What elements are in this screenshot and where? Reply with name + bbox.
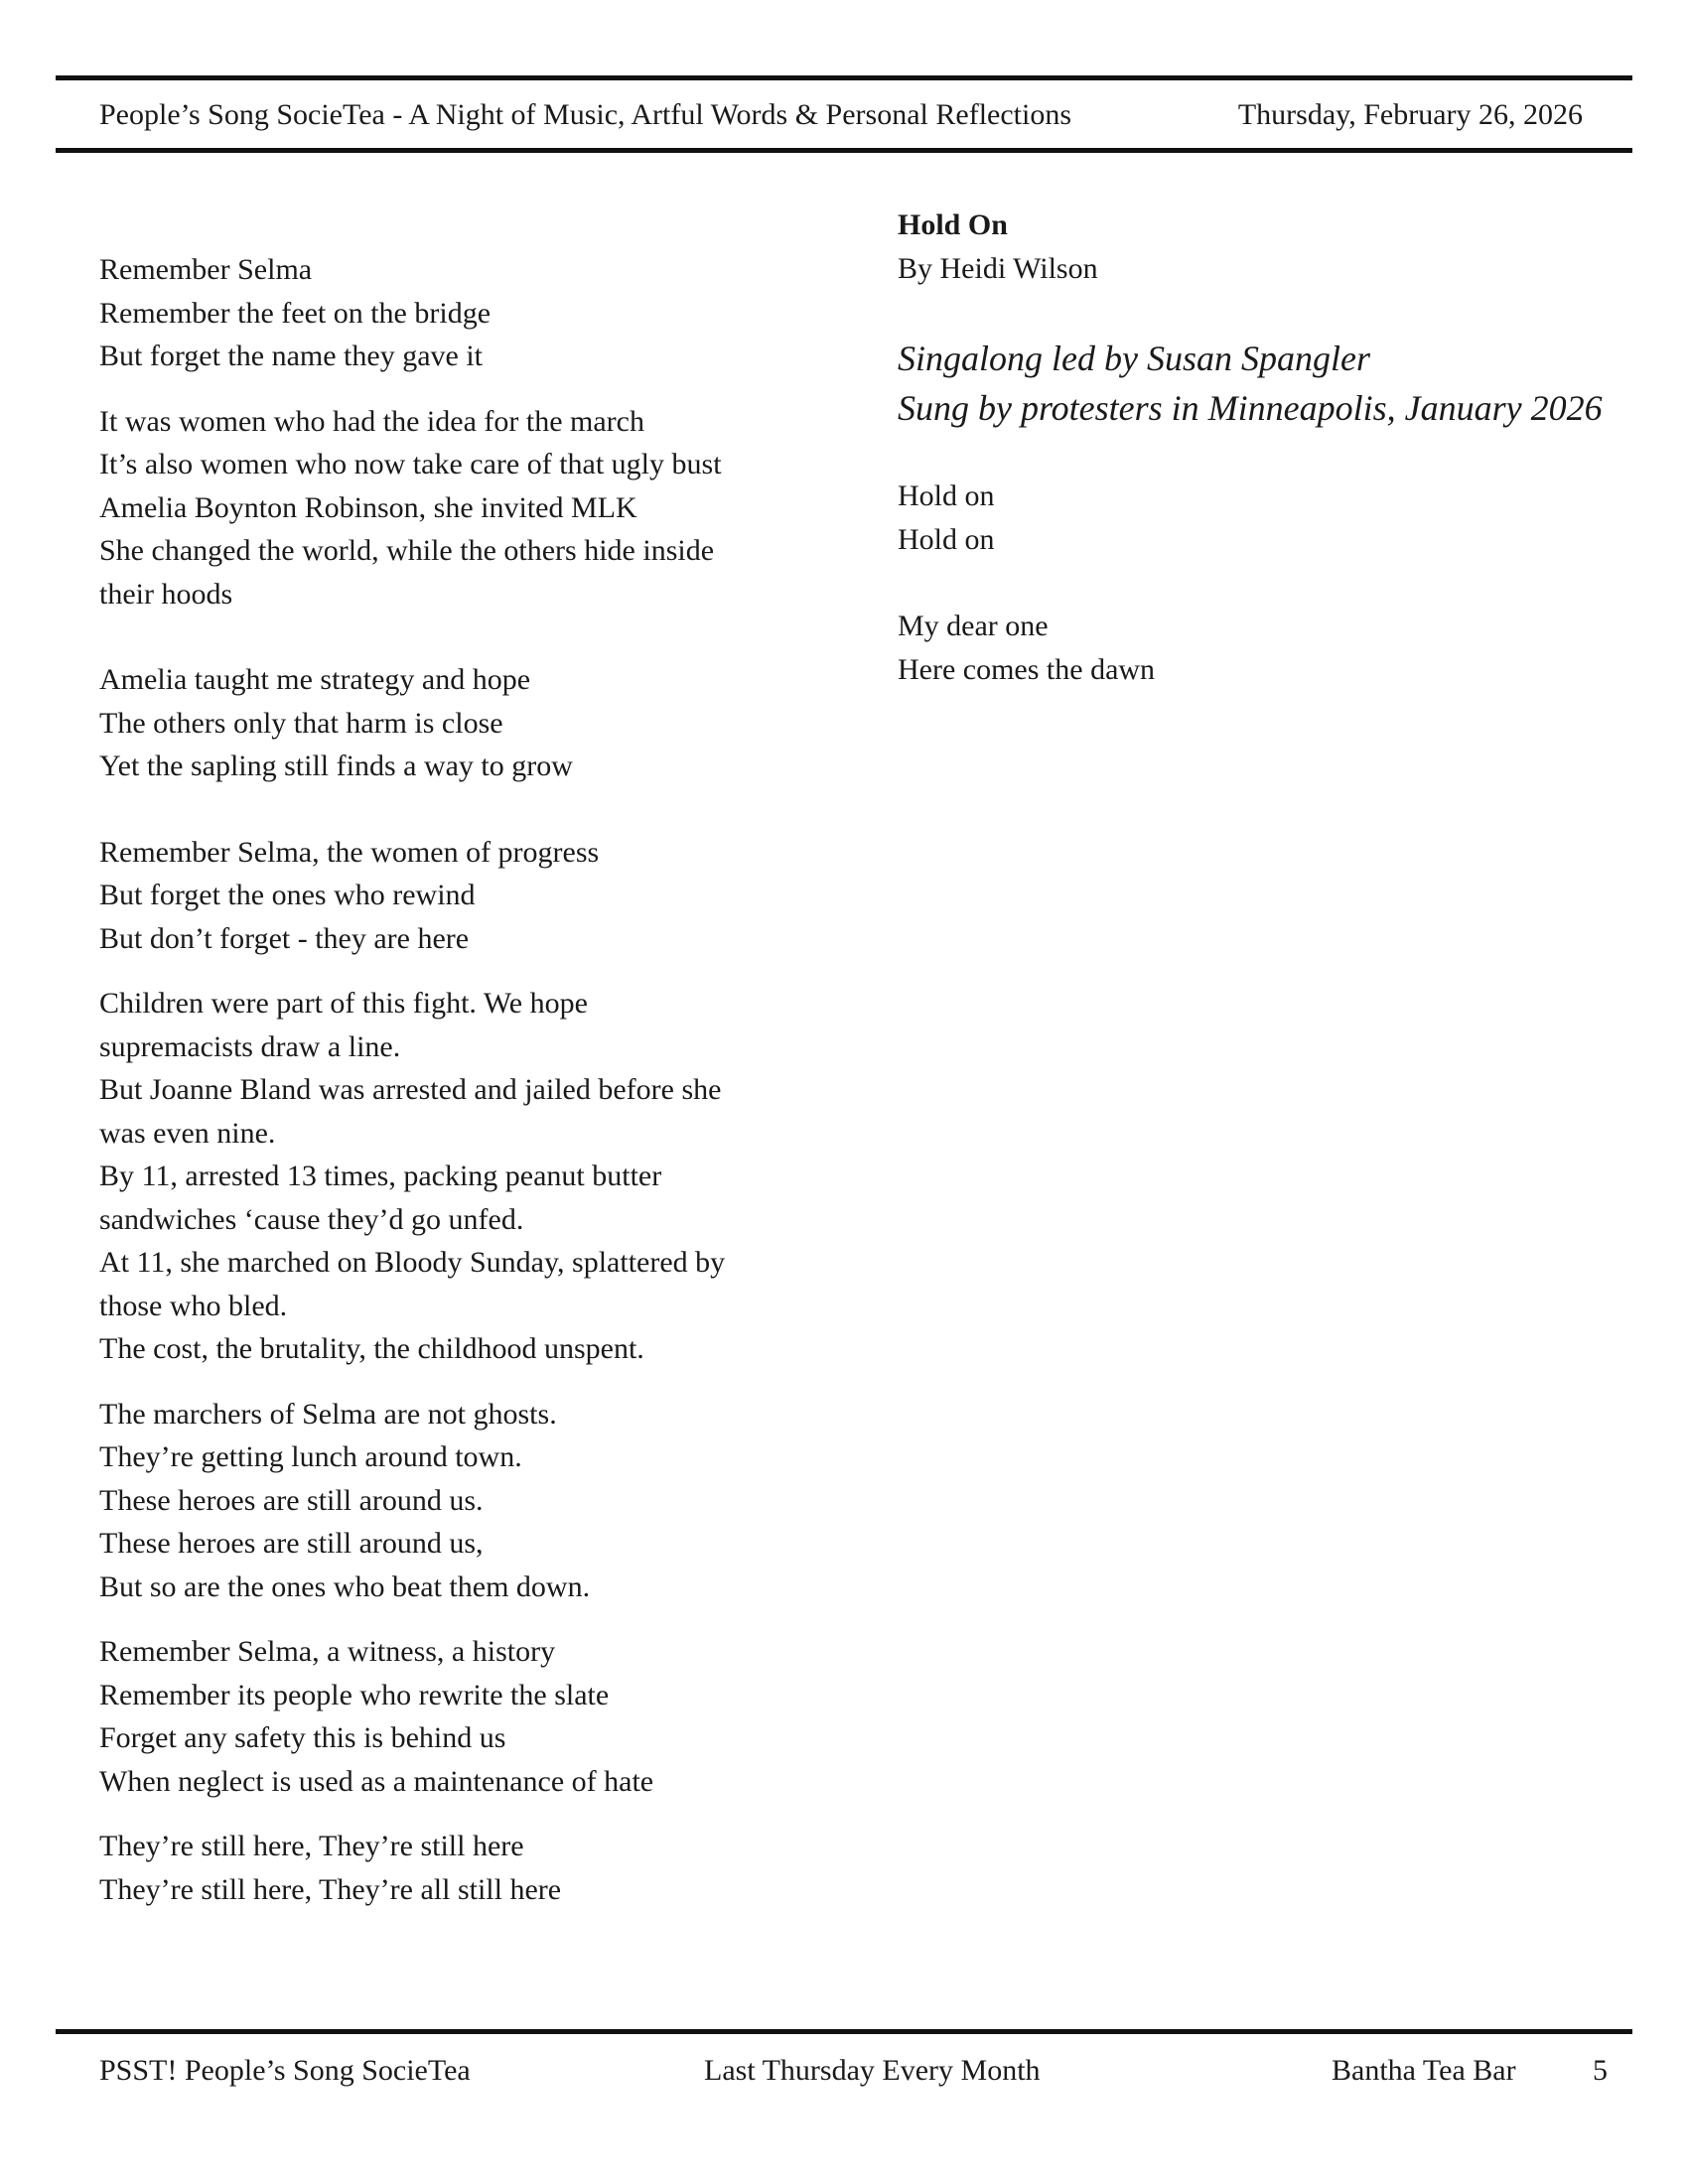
song-line: Here comes the dawn bbox=[898, 652, 1156, 686]
poem-stanza-1 bbox=[99, 248, 784, 378]
poem-stanza-7 bbox=[99, 1630, 784, 1803]
poem-stanza-6 bbox=[99, 1393, 784, 1609]
footer-schedule: Last Thursday Every Month bbox=[704, 2054, 1041, 2087]
song-line: Hold on bbox=[898, 522, 995, 556]
song-stanza-1 bbox=[898, 475, 1613, 561]
page-number: 5 bbox=[1593, 2054, 1608, 2087]
footer-organization: PSST! People’s Song SocieTea bbox=[99, 2054, 471, 2087]
poem-line: their hoods bbox=[99, 577, 233, 611]
poem-line: Yet the sapling still finds a way to grow bbox=[99, 750, 573, 782]
poem-line: Forget any safety this is behind us bbox=[99, 1721, 506, 1754]
poem-line: By 11, arrested 13 times, packing peanut butter bbox=[99, 1160, 662, 1192]
poem-line: sandwiches ‘cause they’d go unfed. bbox=[99, 1202, 524, 1236]
header-date: Thursday, February 26, 2026 bbox=[1237, 98, 1583, 131]
poem-line: But Joanne Bland was arrested and jailed before she bbox=[99, 1073, 722, 1106]
poem-line: The cost, the brutality, the childhood unspent. bbox=[99, 1332, 644, 1365]
poem-line: She changed the world, while the others hide inside bbox=[99, 534, 715, 567]
poem-line: supremacists draw a line. bbox=[99, 1029, 401, 1063]
poem-line: Remember Selma, a witness, a history bbox=[99, 1635, 556, 1668]
song-column bbox=[898, 204, 1613, 691]
poem-line: These heroes are still around us, bbox=[99, 1527, 484, 1560]
poem-line: They’re still here, They’re still here bbox=[99, 1830, 524, 1862]
poem-line: was even nine. bbox=[99, 1116, 276, 1150]
poem-line: Remember its people who rewrite the slate bbox=[99, 1678, 610, 1711]
song-author: By Heidi Wilson bbox=[898, 251, 1098, 285]
poem-line: They’re getting lunch around town. bbox=[99, 1440, 522, 1473]
singalong-credit: Singalong led by Susan Spangler bbox=[898, 339, 1370, 378]
footer-venue: Bantha Tea Bar bbox=[1332, 2054, 1516, 2087]
poem-line: When neglect is used as a maintenance of hate bbox=[99, 1764, 654, 1798]
poem-line: those who bled. bbox=[99, 1289, 288, 1322]
poem-stanza-2 bbox=[99, 400, 784, 616]
poem-line: Remember Selma bbox=[99, 253, 313, 286]
poem-line: It’s also women who now take care of that ugly bust bbox=[99, 448, 722, 480]
poem-line: But forget the name they gave it bbox=[99, 340, 484, 372]
poem-line: Remember the feet on the bridge bbox=[99, 296, 492, 330]
poem-line: Amelia taught me strategy and hope bbox=[99, 663, 531, 696]
poem-stanza-3 bbox=[99, 658, 784, 788]
poem-line: These heroes are still around us. bbox=[99, 1483, 484, 1517]
poem-line: Children were part of this fight. We hope bbox=[99, 987, 588, 1020]
song-line: Hold on bbox=[898, 479, 995, 512]
protest-credit: Sung by protesters in Minneapolis, January 2026 bbox=[898, 388, 1603, 428]
header-title: People’s Song SocieTea - A Night of Music, Artful Words & Personal Reflections bbox=[99, 98, 1071, 131]
song-title: Hold On bbox=[898, 208, 1008, 241]
poem-line: But don’t forget - they are here bbox=[99, 921, 470, 955]
poem-line: But so are the ones who beat them down. bbox=[99, 1570, 591, 1603]
poem-line: They’re still here, They’re all still here bbox=[99, 1872, 562, 1906]
poem-line: The marchers of Selma are not ghosts. bbox=[99, 1397, 557, 1431]
poem-line: But forget the ones who rewind bbox=[99, 879, 476, 911]
song-line: My dear one bbox=[898, 610, 1049, 642]
song-stanza-2 bbox=[898, 605, 1613, 691]
poem-column bbox=[99, 248, 784, 1911]
poem-line: It was women who had the idea for the march bbox=[99, 404, 644, 438]
footer-rule bbox=[56, 2029, 1632, 2034]
header-bottom-rule bbox=[56, 148, 1632, 153]
poem-line: The others only that harm is close bbox=[99, 706, 503, 740]
poem-line: Amelia Boynton Robinson, she invited MLK bbox=[99, 490, 637, 524]
header-top-rule bbox=[56, 75, 1632, 80]
poem-line: Remember Selma, the women of progress bbox=[99, 835, 600, 869]
song-credits bbox=[898, 334, 1613, 433]
poem-stanza-8 bbox=[99, 1825, 784, 1911]
poem-stanza-4 bbox=[99, 831, 784, 961]
poem-line: At 11, she marched on Bloody Sunday, splattered by bbox=[99, 1246, 726, 1279]
poem-stanza-5 bbox=[99, 982, 784, 1371]
